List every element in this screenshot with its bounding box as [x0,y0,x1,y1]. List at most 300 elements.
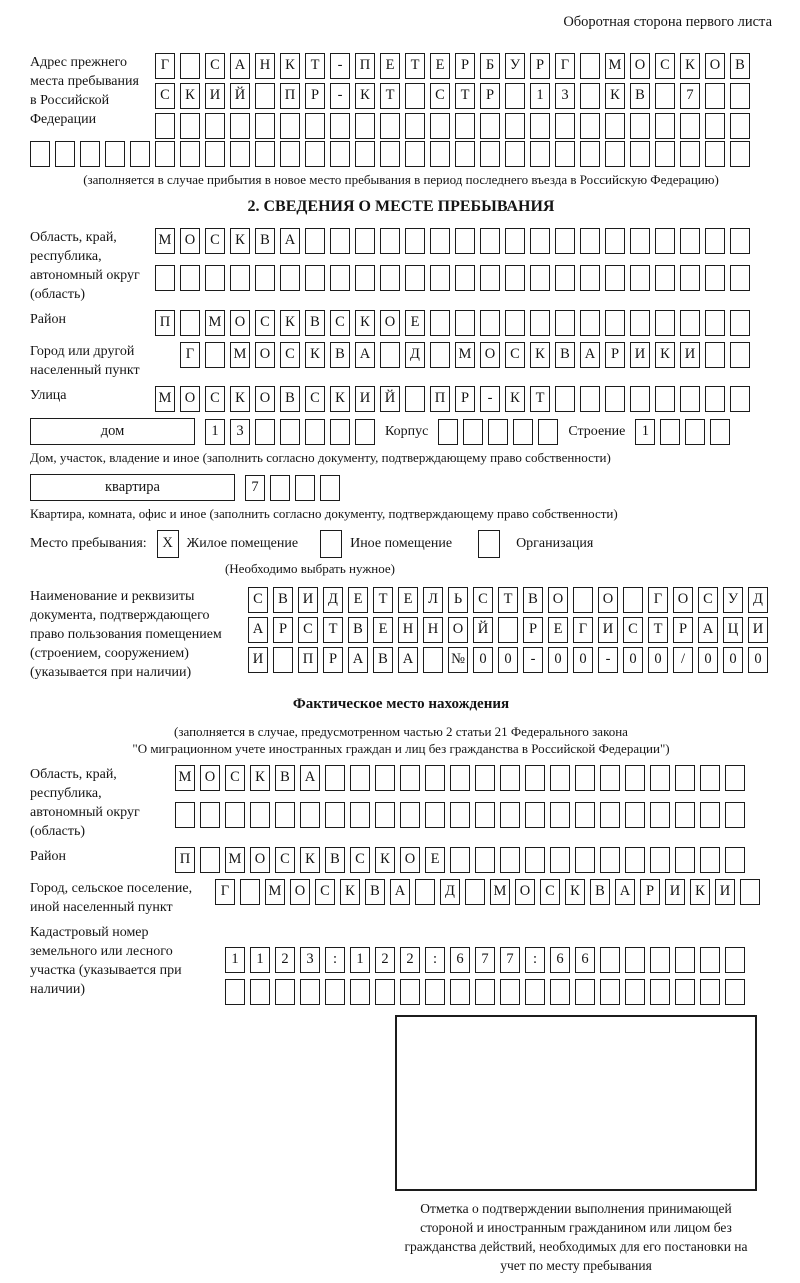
char-cell [225,802,245,828]
char-cell [630,228,650,254]
char-cell [580,113,600,139]
char-cell [305,113,325,139]
char-cell [655,228,675,254]
char-cell [200,847,220,873]
char-cell: 7 [680,83,700,109]
char-cell [105,141,125,167]
char-cell: К [375,847,395,873]
char-cell: 7 [245,475,265,501]
char-cell [200,802,220,828]
char-cell: Р [640,879,660,905]
char-cell [480,310,500,336]
char-cell: О [480,342,500,368]
char-cell: Д [440,879,460,905]
char-cell [405,228,425,254]
char-cell: С [205,386,225,412]
document-block [30,587,772,682]
char-cell [705,228,725,254]
char-cell: В [305,310,325,336]
char-cell [450,765,470,791]
char-cell [425,765,445,791]
char-cell: К [655,342,675,368]
char-cell: П [155,310,175,336]
char-cell: Й [230,83,250,109]
char-cell: И [598,617,618,643]
char-cell [555,386,575,412]
district-row [155,310,750,336]
apartment-cells [245,475,340,501]
char-cell: К [355,310,375,336]
char-cell: 1 [205,419,225,445]
actual-region-row-2 [175,802,745,828]
char-cell: К [280,53,300,79]
char-cell: С [505,342,525,368]
char-cell: И [355,386,375,412]
actual-district-row [175,847,745,873]
char-cell [230,265,250,291]
char-cell: - [598,647,618,673]
char-cell [325,979,345,1005]
char-cell: Д [748,587,768,613]
char-cell [580,141,600,167]
char-cell: Т [530,386,550,412]
char-cell: В [730,53,750,79]
char-cell: Р [523,617,543,643]
char-cell [630,310,650,336]
prev-address-row-2 [155,83,750,109]
char-cell [455,228,475,254]
char-cell [705,386,725,412]
char-cell: Д [323,587,343,613]
char-cell [680,141,700,167]
char-cell [325,802,345,828]
cadastral-block [30,923,772,1005]
char-cell [180,310,200,336]
apartment-note: Квартира, комната, офис и иное (заполнить согласно документу, подтверждающему право собственности) [30,506,618,521]
char-cell: В [590,879,610,905]
char-cell: 0 [748,647,768,673]
char-cell [680,265,700,291]
char-cell: К [280,310,300,336]
char-cell [730,310,750,336]
char-cell: Р [530,53,550,79]
char-cell: Е [425,847,445,873]
char-cell [530,228,550,254]
char-cell [525,979,545,1005]
char-cell [355,419,375,445]
apartment-block [30,474,772,501]
char-cell: М [155,228,175,254]
char-cell: 2 [275,947,295,973]
char-cell [600,979,620,1005]
char-cell [730,113,750,139]
char-cell [330,113,350,139]
char-cell [660,419,680,445]
char-cell [505,83,525,109]
actual-location-title: Фактическое место нахождения [292,696,510,712]
char-cell [730,141,750,167]
char-cell [625,802,645,828]
char-cell [175,802,195,828]
char-cell: 0 [498,647,518,673]
char-cell [505,310,525,336]
char-cell [625,847,645,873]
char-cell: О [548,587,568,613]
char-cell: 6 [450,947,470,973]
char-cell [605,228,625,254]
char-cell [700,979,720,1005]
char-cell: П [298,647,318,673]
char-cell [725,847,745,873]
char-cell [300,979,320,1005]
house-box: дом [30,418,195,445]
char-cell [230,113,250,139]
char-cell: 7 [475,947,495,973]
char-cell [350,979,370,1005]
char-cell [705,83,725,109]
char-cell: Ь [448,587,468,613]
char-cell: С [248,587,268,613]
char-cell [650,947,670,973]
char-cell [500,847,520,873]
option-residential-label: Жилое помещение [186,536,299,551]
char-cell [505,228,525,254]
char-cell [580,386,600,412]
char-cell: 1 [530,83,550,109]
char-cell [530,310,550,336]
checkbox-residential: X [157,530,179,558]
char-cell: М [175,765,195,791]
char-cell: Н [423,617,443,643]
char-cell: Г [155,53,175,79]
char-cell [705,265,725,291]
option-other-premises-label: Иное помещение [350,536,453,551]
char-cell [350,765,370,791]
char-cell: Р [323,647,343,673]
char-cell [655,141,675,167]
char-cell [655,83,675,109]
cadastral-label: Кадастровый номер земельного или лесного участка (указывается при наличии) [30,925,182,997]
char-cell [205,113,225,139]
option-organization-label: Организация [516,536,594,551]
char-cell [600,947,620,973]
char-cell: А [698,617,718,643]
char-cell [655,310,675,336]
char-cell: М [490,879,510,905]
char-cell: О [200,765,220,791]
char-cell: М [265,879,285,905]
char-cell: И [205,83,225,109]
char-cell [405,141,425,167]
char-cell: В [325,847,345,873]
char-cell [550,765,570,791]
actual-region-block [30,765,772,841]
stay-place-label: Место пребывания: [30,536,147,551]
char-cell: Е [430,53,450,79]
char-cell: О [448,617,468,643]
char-cell: Г [573,617,593,643]
stamp-box [395,1015,757,1191]
char-cell: У [505,53,525,79]
char-cell [725,947,745,973]
char-cell [555,310,575,336]
char-cell [430,141,450,167]
char-cell [700,847,720,873]
char-cell [455,310,475,336]
checkbox-organization [478,530,500,558]
char-cell [675,979,695,1005]
char-cell [705,141,725,167]
char-cell: И [630,342,650,368]
char-cell [305,265,325,291]
char-cell: М [205,310,225,336]
char-cell [730,83,750,109]
char-cell: О [400,847,420,873]
actual-region-cell-rows [175,765,745,828]
char-cell: А [390,879,410,905]
apartment-box: квартира [30,474,235,501]
char-cell [255,141,275,167]
char-cell [700,765,720,791]
char-cell: 2 [375,947,395,973]
stay-place-block [30,530,772,558]
district-block [30,310,772,336]
char-cell: В [280,386,300,412]
char-cell [225,979,245,1005]
char-cell: С [298,617,318,643]
char-cell: К [355,83,375,109]
char-cell [455,141,475,167]
char-cell: В [365,879,385,905]
char-cell [155,113,175,139]
region-label: Область, край, республика, автономный округ (область) [30,230,140,302]
char-cell: А [248,617,268,643]
char-cell [675,847,695,873]
char-cell: И [680,342,700,368]
char-cell [625,979,645,1005]
char-cell [680,386,700,412]
char-cell [725,765,745,791]
char-cell [80,141,100,167]
char-cell [30,141,50,167]
char-cell: У [723,587,743,613]
char-cell [180,265,200,291]
char-cell: О [630,53,650,79]
char-cell: О [255,386,275,412]
checkbox-other-premises [320,530,342,558]
document-row-3 [248,647,768,673]
char-cell [730,265,750,291]
char-cell: К [180,83,200,109]
prev-address-note: (заполняется в случае прибытия в новое место пребывания в период последнего въезда в Российскую Федерацию) [83,172,719,187]
char-cell [205,265,225,291]
korpus-cells [438,419,558,445]
char-cell: О [250,847,270,873]
char-cell: К [605,83,625,109]
char-cell: С [305,386,325,412]
char-cell: П [355,53,375,79]
char-cell [705,310,725,336]
char-cell: Б [480,53,500,79]
char-cell: К [250,765,270,791]
char-cell: Т [380,83,400,109]
char-cell: Ц [723,617,743,643]
char-cell [405,265,425,291]
char-cell: С [473,587,493,613]
actual-city-row [215,879,760,905]
char-cell: Е [348,587,368,613]
char-cell [300,802,320,828]
char-cell [205,141,225,167]
char-cell [255,113,275,139]
char-cell [155,141,175,167]
char-cell [675,802,695,828]
char-cell: И [298,587,318,613]
char-cell: О [180,228,200,254]
char-cell: Р [605,342,625,368]
actual-location-note-1: (заполняется в случае, предусмотренном частью 2 статьи 21 Федерального закона [174,724,628,739]
char-cell [330,228,350,254]
char-cell: А [580,342,600,368]
char-cell: 1 [250,947,270,973]
prev-address-row-4-full [30,141,772,167]
actual-district-label: Район [30,849,66,864]
district-label: Район [30,312,66,327]
stroenie-label: Строение [568,423,626,439]
char-cell [465,879,485,905]
char-cell [180,113,200,139]
house-cells [205,419,375,445]
char-cell [155,265,175,291]
char-cell: Т [373,587,393,613]
char-cell [525,847,545,873]
char-cell: А [280,228,300,254]
prev-address-block [30,53,772,139]
char-cell [685,419,705,445]
char-cell: 3 [555,83,575,109]
char-cell [680,228,700,254]
char-cell: Р [455,53,475,79]
section2-title: 2. СВЕДЕНИЯ О МЕСТЕ ПРЕБЫВАНИЯ [247,198,555,215]
cadastral-row-1 [225,947,745,973]
char-cell: 0 [473,647,493,673]
stamp-caption: Отметка о подтверждении выполнения принимающей стороной и иностранным гражданином или лицом без гражданства действий, необходимых для его постановки на учет по месту пребывания [404,1201,748,1273]
char-cell [730,386,750,412]
char-cell: Р [273,617,293,643]
char-cell [650,847,670,873]
char-cell: : [425,947,445,973]
char-cell [273,647,293,673]
char-cell [180,141,200,167]
char-cell [700,802,720,828]
char-cell [305,228,325,254]
char-cell [550,802,570,828]
char-cell: С [255,310,275,336]
char-cell: К [230,228,250,254]
char-cell: 1 [225,947,245,973]
char-cell [600,802,620,828]
char-cell [475,802,495,828]
char-cell: : [525,947,545,973]
char-cell [555,265,575,291]
char-cell [505,265,525,291]
char-cell: В [373,647,393,673]
char-cell: Г [648,587,668,613]
char-cell: 0 [548,647,568,673]
char-cell [550,847,570,873]
char-cell [305,141,325,167]
char-cell [630,386,650,412]
char-cell [280,419,300,445]
char-cell [580,228,600,254]
char-cell: О [598,587,618,613]
char-cell [705,113,725,139]
char-cell: 3 [230,419,250,445]
char-cell [725,979,745,1005]
char-cell [480,265,500,291]
char-cell [488,419,508,445]
street-block [30,386,772,412]
char-cell [730,228,750,254]
char-cell: С [330,310,350,336]
char-cell: В [275,765,295,791]
char-cell: П [175,847,195,873]
char-cell [730,342,750,368]
char-cell [400,802,420,828]
char-cell: 0 [623,647,643,673]
char-cell [525,802,545,828]
char-cell: С [623,617,643,643]
char-cell [270,475,290,501]
char-cell: К [505,386,525,412]
char-cell [455,265,475,291]
char-cell [630,113,650,139]
char-cell [700,947,720,973]
char-cell [463,419,483,445]
char-cell [675,947,695,973]
char-cell: И [665,879,685,905]
prev-address-label: Адрес прежнего места пребывания в Российской Федерации [30,55,139,127]
char-cell [655,386,675,412]
char-cell [605,113,625,139]
char-cell: А [615,879,635,905]
char-cell [330,265,350,291]
char-cell [400,979,420,1005]
char-cell: С [280,342,300,368]
region-cell-rows [155,228,750,291]
char-cell [605,265,625,291]
region-row-2 [155,265,750,291]
korpus-label: Корпус [385,423,429,439]
actual-district-block [30,847,772,873]
char-cell: 6 [575,947,595,973]
char-cell: : [325,947,345,973]
char-cell: / [673,647,693,673]
char-cell [450,847,470,873]
stroenie-cells [635,419,730,445]
char-cell: С [155,83,175,109]
char-cell: - [480,386,500,412]
char-cell [330,141,350,167]
char-cell: К [690,879,710,905]
char-cell: И [715,879,735,905]
char-cell [438,419,458,445]
char-cell: С [540,879,560,905]
char-cell [205,342,225,368]
char-cell: О [515,879,535,905]
city-block [30,342,772,380]
char-cell [650,802,670,828]
